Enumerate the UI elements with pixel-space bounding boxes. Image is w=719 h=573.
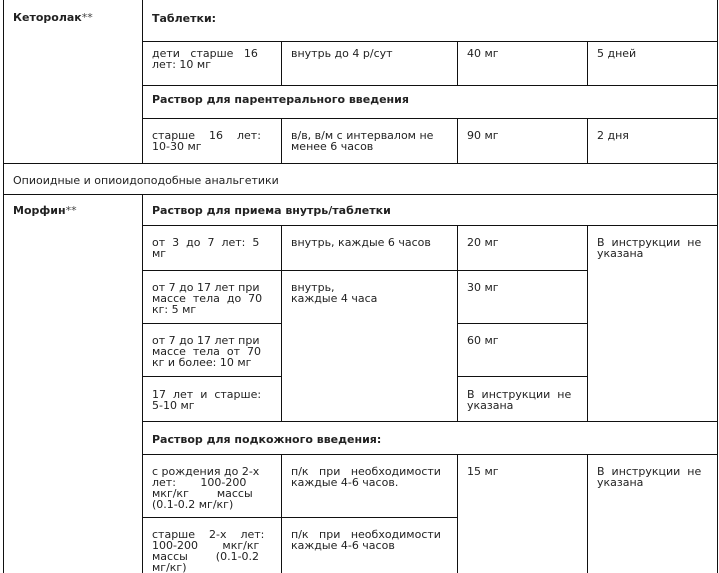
table-row — [4, 195, 718, 226]
drug-name-ketorolac: Кеторолак** — [4, 0, 143, 164]
dose-cell: 60 мг — [458, 324, 588, 377]
dose-cell: 30 мг — [458, 271, 588, 324]
section-opioids: Опиоидные и опиоидоподобные анальгетики — [4, 164, 718, 195]
duration-cell: В инструкции не указана — [588, 455, 718, 573]
route-cell: внутрь, каждые 6 часов — [282, 226, 458, 271]
age-group-cell: от 7 до 17 лет при массе тела до 70 кг: 5 мг — [143, 271, 282, 324]
route-cell: внутрь до 4 р/сут — [282, 42, 458, 86]
form-header-oral: Раствор для приема внутрь/таблетки — [143, 195, 718, 226]
age-group-cell: 17 лет и старше: 5-10 мг — [143, 377, 282, 422]
dose-cell: В инструкции не указана — [458, 377, 588, 422]
age-group-cell: дети старше 16 лет: 10 мг — [143, 42, 282, 86]
table-row — [4, 164, 718, 195]
route-cell: в/в, в/м с интервалом не менее 6 часов — [282, 119, 458, 164]
route-cell: внутрь, каждые 4 часа — [282, 271, 458, 422]
age-group-cell: от 7 до 17 лет при массе тела от 70 кг и более: 10 мг — [143, 324, 282, 377]
dose-cell: 20 мг — [458, 226, 588, 271]
form-header-parenteral: Раствор для парентерального введения — [143, 86, 718, 119]
route-cell: п/к при необходимости каждые 4-6 часов. — [282, 455, 458, 518]
dosage-table — [3, 0, 718, 573]
drug-name-morphine: Морфин** — [4, 195, 143, 573]
route-cell: п/к при необходимости каждые 4-6 часов — [282, 518, 458, 573]
dose-cell: 40 мг — [458, 42, 588, 86]
dose-cell: 15 мг — [458, 455, 588, 573]
dose-cell: 90 мг — [458, 119, 588, 164]
duration-cell: 5 дней — [588, 42, 718, 86]
duration-cell: В инструкции не указана — [588, 226, 718, 422]
table-row — [4, 0, 718, 42]
age-group-cell: с рождения до 2-х лет: 100-200 мкг/кг массы (0.1-0.2 мг/кг) — [143, 455, 282, 518]
age-group-cell: от 3 до 7 лет: 5 мг — [143, 226, 282, 271]
age-group-cell: старше 2-х лет: 100-200 мкг/кг массы (0.1-0.2 мг/кг) — [143, 518, 282, 573]
duration-cell: 2 дня — [588, 119, 718, 164]
form-header-tablets: Таблетки: — [143, 0, 718, 42]
age-group-cell: старше 16 лет: 10-30 мг — [143, 119, 282, 164]
form-header-subcutaneous: Раствор для подкожного введения: — [143, 422, 718, 455]
